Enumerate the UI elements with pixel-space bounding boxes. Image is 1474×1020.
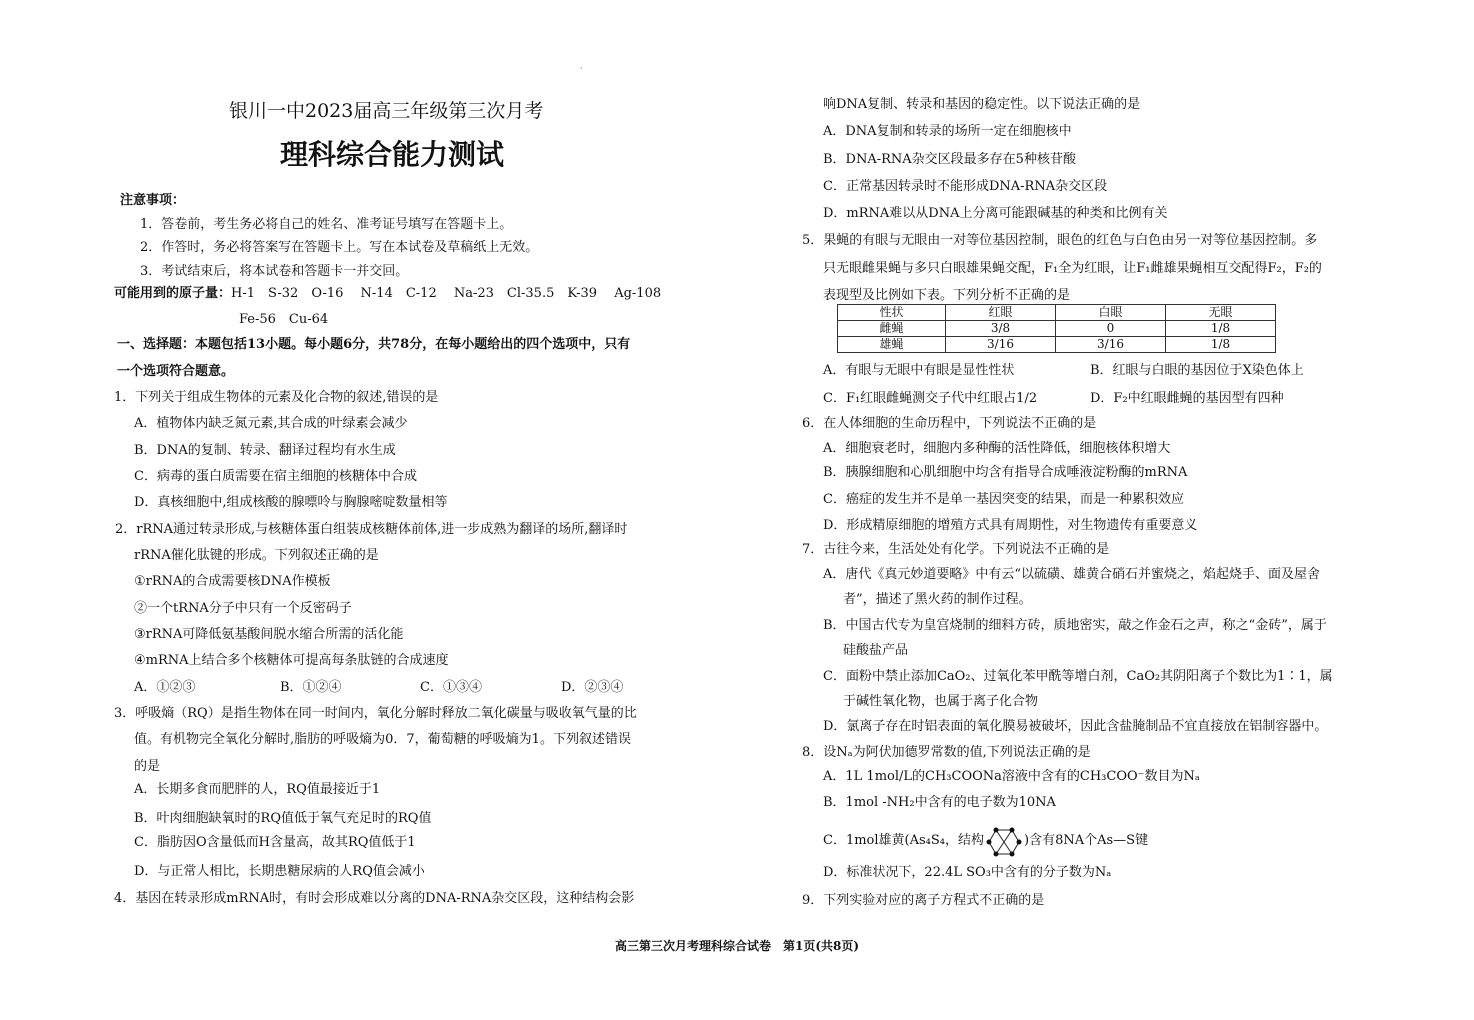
option-line: C．癌症的发生并不是单一基因突变的结果，而是一种累积效应 (823, 492, 1184, 507)
exam-title: 银川一中2023届高三年级第三次月考 (229, 100, 544, 122)
option-line: B．胰腺细胞和心肌细胞中均含有指导合成唾液淀粉酶的mRNA (823, 465, 1188, 480)
table-cell: 3/16 (1056, 337, 1166, 353)
question-text: 值。有机物完全氧化分解时,脂肪的呼吸熵为0．7，葡萄糖的呼吸熵为1。下列叙述错误 (134, 732, 631, 747)
atomic-mass-label: 可能用到的原子量： (114, 286, 232, 301)
option-line: B．1mol -NH₂中含有的电子数为10NA (823, 795, 1056, 810)
question-text: 表现型及比例如下表。下列分析不正确的是 (823, 288, 1071, 303)
atomic-mass-values-2: Fe-56 Cu-64 (239, 312, 329, 327)
question-text: 只无眼雌果蝇与多只白眼雄果蝇交配，F₁全为红眼，让F₁雌雄果蝇相互交配得F₂，F₂的 (823, 261, 1322, 276)
option-c: C．①③④ (420, 680, 482, 695)
table-header-row (838, 305, 1276, 321)
option-line: C．病毒的蛋白质需要在宿主细胞的核糖体中合成 (134, 469, 417, 484)
statement-line: ③rRNA可降低氨基酸间脱水缩合所需的活化能 (134, 627, 404, 642)
option-line-cont: 硅酸盐产品 (843, 643, 909, 658)
section-heading: 一、选择题：本题包括13小题。每小题6分，共78分，在每小题给出的四个选项中，只有 (117, 337, 631, 352)
statement-line: ①rRNA的合成需要核DNA作模板 (134, 574, 331, 589)
table-cell: 雄蝇 (838, 337, 946, 353)
option-line: D．形成精原细胞的增殖方式具有周期性，对生物遗传有重要意义 (823, 518, 1198, 533)
question-8: 8．设Nₐ为阿伏加德罗常数的值,下列说法正确的是 (802, 745, 1091, 760)
question-4: 4．基因在转录形成mRNA时，有时会形成难以分离的DNA-RNA杂交区段，这种结构会影 (114, 891, 635, 906)
table-cell: 3/16 (946, 337, 1056, 353)
option-line: D．真核细胞中,组成核酸的腺嘌呤与胸腺嘧啶数量相等 (134, 495, 448, 510)
option-line: A．植物体内缺乏氮元素,其合成的叶绿素会减少 (134, 416, 408, 431)
table-header-cell: 白眼 (1056, 305, 1166, 321)
option-line: C．正常基因转录时不能形成DNA-RNA杂交区段 (823, 179, 1108, 194)
option-a: A．①②③ (134, 680, 196, 695)
option-line: A．长期多食而肥胖的人，RQ值最接近于1 (134, 782, 381, 797)
option-line: B．DNA的复制、转录、翻译过程均有水生成 (134, 443, 396, 458)
note-item: 2．作答时，务必将答案写在答题卡上。写在本试卷及草稿纸上无效。 (140, 240, 539, 255)
statement-line: ②一个tRNA分子中只有一个反密码子 (134, 601, 352, 616)
option-line: B．DNA-RNA杂交区段最多存在5种核苷酸 (823, 152, 1076, 167)
subject-title: 理科综合能力测试 (280, 138, 505, 171)
question-text: rRNA催化肽键的形成。下列叙述正确的是 (134, 548, 379, 563)
section-heading-cont: 一个选项符合题意。 (117, 364, 235, 379)
page-footer: 高三第三次月考理科综合试卷 第1页(共8页) (614, 939, 860, 953)
option-a: A．有眼与无眼中有眼是显性性状 (823, 363, 1015, 378)
question-2: 2．rRNA通过转录形成,与核糖体蛋白组装成核糖体前体,进一步成熟为翻译的场所,翻译时 (115, 522, 628, 537)
atomic-mass-values: H-1 S-32 O-16 N-14 C-12 Na-23 Cl-35.5 K-39 Ag-108 (231, 286, 662, 301)
option-b: B．红眼与白眼的基因位于X染色体上 (1090, 363, 1304, 378)
option-c: C．F₁红眼雌蝇测交子代中红眼占1/2 (823, 391, 1038, 406)
question-text: 的是 (134, 759, 161, 774)
phenotype-table (837, 304, 1276, 353)
scan-dot: · (580, 64, 583, 73)
notes-heading: 注意事项： (120, 193, 186, 208)
option-line-cont: 于碱性氧化物，也属于离子化合物 (843, 694, 1039, 709)
question-6: 6．在人体细胞的生命历程中，下列说法不正确的是 (802, 416, 1097, 431)
option-line: A．细胞衰老时，细胞内多种酶的活性降低，细胞核体积增大 (823, 441, 1171, 456)
option-line: A．唐代《真元妙道要略》中有云“以硫磺、雄黄合硝石并蜜烧之，焰起烧手、面及屋舍 (823, 567, 1321, 582)
option-b: B．①②④ (280, 680, 342, 695)
option-line: A．1L 1mol/L的CH₃COONa溶液中含有的CH₃COO⁻数目为Nₐ (823, 769, 1200, 784)
option-line: C．脂肪因O含量低而H含量高，故其RQ值低于1 (134, 835, 416, 850)
option-line-cont: 者”，描述了黑火药的制作过程。 (843, 592, 1032, 607)
question-text: 响DNA复制、转录和基因的稳定性。以下说法正确的是 (823, 97, 1141, 112)
option-line: D．mRNA难以从DNA上分离可能跟碱基的种类和比例有关 (823, 206, 1168, 221)
table-cell: 3/8 (946, 321, 1056, 337)
table-header-cell: 红眼 (946, 305, 1056, 321)
question-3: 3．呼吸熵（RQ）是指生物体在同一时间内，氧化分解时释放二氧化碳量与吸收氧气量的比 (114, 706, 637, 721)
table-header-cell: 性状 (838, 305, 946, 321)
as4s4-structure-icon (986, 826, 1022, 858)
table-cell: 0 (1056, 321, 1166, 337)
option-line: D．与正常人相比，长期患糖尿病的人RQ值会减小 (134, 864, 425, 879)
table-row (838, 337, 1276, 353)
option-line: C．面粉中禁止添加CaO₂、过氧化苯甲酰等增白剂，CaO₂其阴阳离子个数比为1∶1，属 (823, 669, 1333, 684)
question-5: 5．果蝇的有眼与无眼由一对等位基因控制，眼色的红色与白色由另一对等位基因控制。多 (802, 233, 1318, 248)
option-line: B．叶肉细胞缺氧时的RQ值低于氧气充足时的RQ值 (134, 811, 432, 826)
option-line: D．氯离子存在时铝表面的氧化膜易被破坏，因此含盐腌制品不宜直接放在铝制容器中。 (823, 719, 1328, 734)
table-cell: 雌蝇 (838, 321, 946, 337)
note-item: 1．答卷前，考生务必将自己的姓名、准考证号填写在答题卡上。 (140, 217, 513, 232)
option-d: D．②③④ (561, 680, 624, 695)
option-line: A．DNA复制和转录的场所一定在细胞核中 (823, 124, 1072, 139)
atomic-mass-line (114, 286, 661, 302)
note-item: 3．考试结束后，将本试卷和答题卡一并交回。 (140, 264, 409, 279)
question-1: 1．下列关于组成生物体的元素及化合物的叙述,错误的是 (114, 390, 439, 405)
option-line-cont: )含有8NA个As—S键 (1024, 833, 1149, 848)
option-d: D．F₂中红眼雌蝇的基因型有四种 (1090, 391, 1284, 406)
question-9: 9．下列实验对应的离子方程式不正确的是 (802, 893, 1045, 908)
question-7: 7．古往今来，生活处处有化学。下列说法不正确的是 (802, 542, 1110, 557)
table-cell: 1/8 (1166, 337, 1276, 353)
statement-line: ④mRNA上结合多个核糖体可提高每条肽链的合成速度 (134, 653, 449, 668)
option-line: D．标准状况下，22.4L SO₃中含有的分子数为Nₐ (823, 865, 1112, 880)
table-header-cell: 无眼 (1166, 305, 1276, 321)
table-cell: 1/8 (1166, 321, 1276, 337)
option-line: C．1mol雄黄(As₄S₄，结构 (823, 833, 984, 848)
table-row (838, 321, 1276, 337)
option-line: B．中国古代专为皇宫烧制的细料方砖，质地密实，敲之作金石之声，称之“金砖”，属于 (823, 618, 1327, 633)
